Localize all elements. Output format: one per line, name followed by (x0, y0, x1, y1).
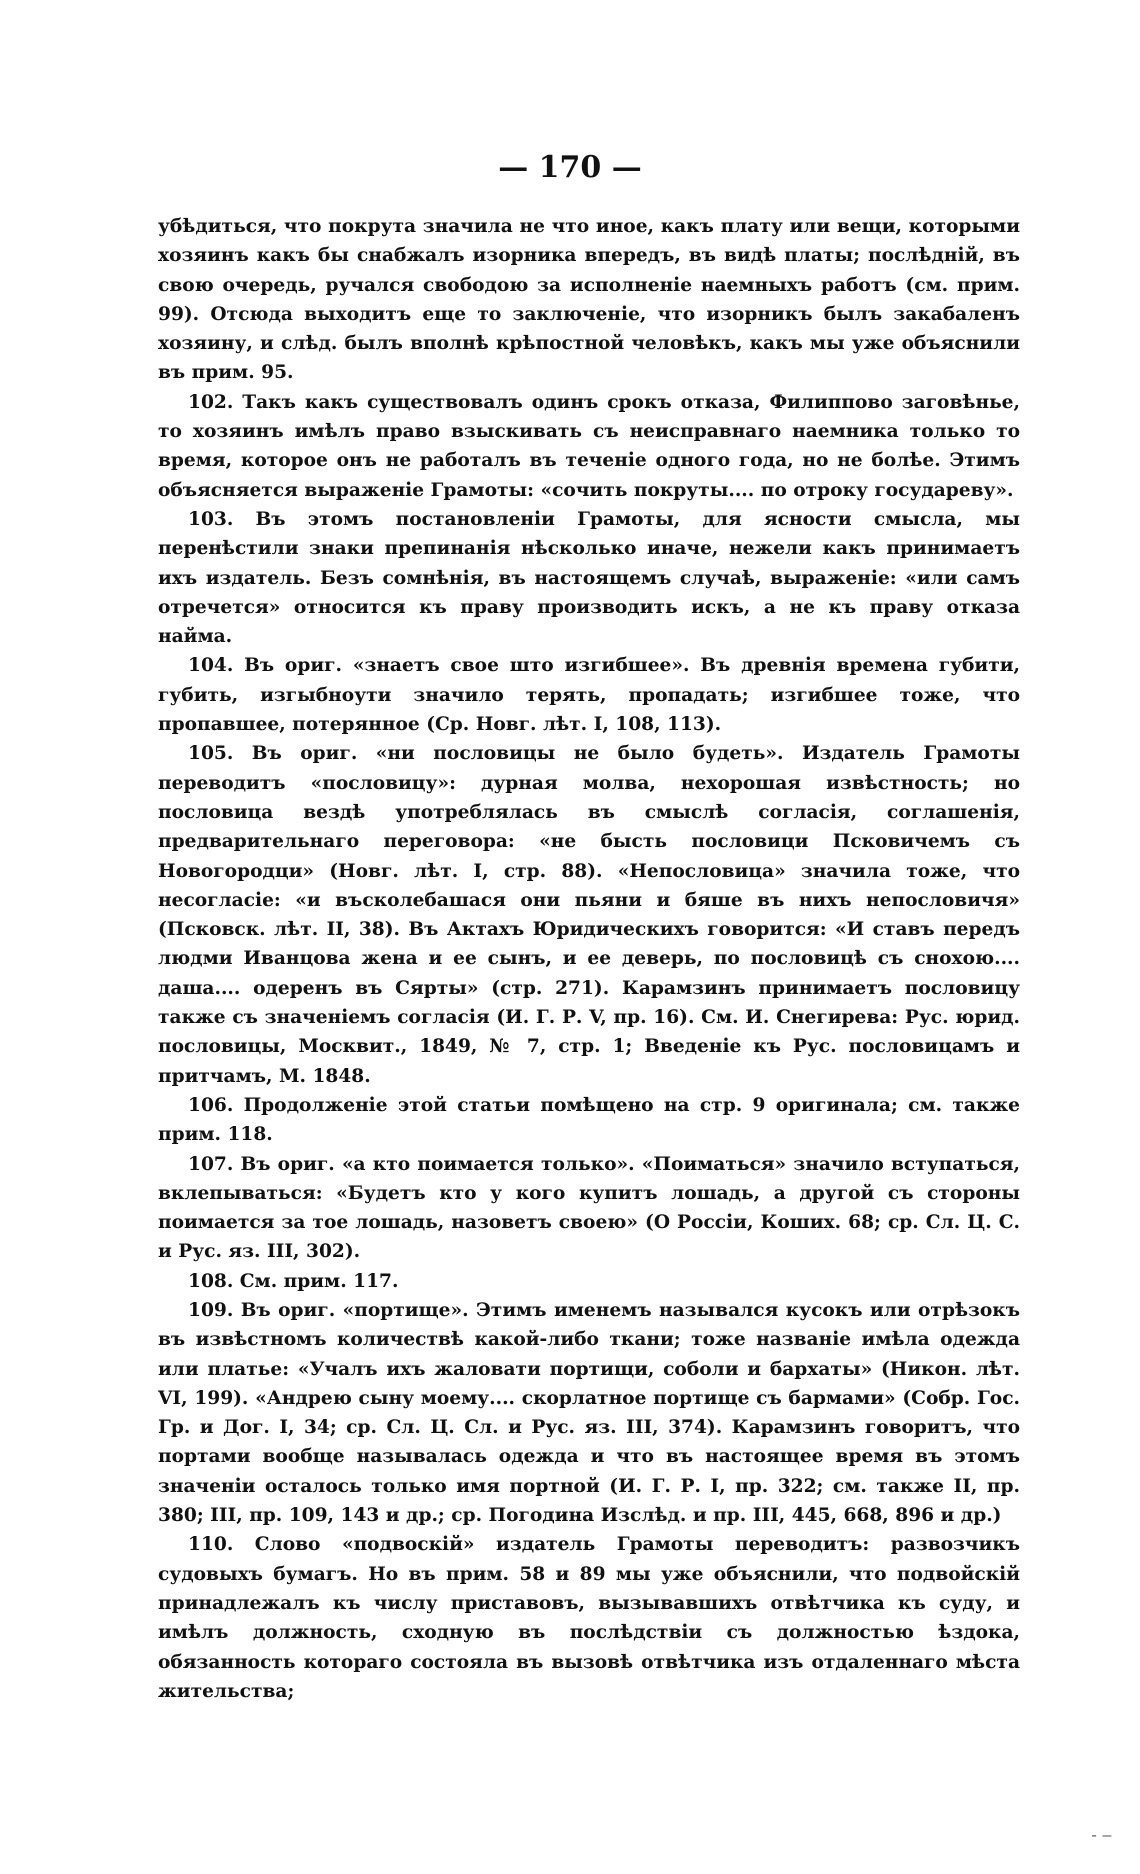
scan-corner-mark: - ‒ (1091, 1825, 1112, 1844)
page-number: — 170 — (498, 150, 642, 185)
paragraph-continuation: убѣдиться, что покрута значила не что иное, какъ плату или вещи, которыми хозяинъ какъ бы снабжалъ изорника впередъ, въ видѣ платы; послѣдній, въ свою очередь, ручался свободою за исполненіе наемныхъ работъ (см. прим. 99). Отсюда выходитъ еще то заключеніе, что изорникъ былъ закабаленъ хозяину, и слѣд. былъ вполнѣ крѣпостной человѣкъ, какъ мы уже объяснили въ прим. 95. (158, 216, 1020, 384)
note-108: 108. См. прим. 117. (188, 1270, 399, 1292)
note-110: 110. Слово «подвоскій» издатель Грамоты переводитъ: развозчикъ судовыхъ бумагъ. Но въ прим. 58 и 89 мы уже объяснили, что подвойскій принадлежалъ къ числу приставовъ, вызывавшихъ отвѣтчика къ суду, и имѣлъ должность, сходную въ послѣдствіи съ должностью ѣздока, обязанность котораго состояла въ вызовѣ отвѣтчика изъ отдаленнаго мѣста жительства; (158, 1534, 1020, 1702)
note-102: 102. Такъ какъ существовалъ одинъ срокъ отказа, Филиппово заговѣнье, то хозяинъ имѣлъ право взыскивать съ неисправнаго наемника только то время, которое онъ не работалъ въ теченіе одного года, но не болѣе. Этимъ объясняется выраженіе Грамоты: «сочить покруты.... по отроку государеву». (158, 391, 1020, 501)
note-107: 107. Въ ориг. «а кто поимается только». «Поиматься» значило вступаться, вклепываться: «Будетъ кто у кого купитъ лошадь, а другой съ стороны поимается за тое лошадь, назоветъ своею» (О Россіи, Коших. 68; ср. Сл. Ц. С. и Рус. яз. III, 302). (158, 1153, 1020, 1263)
note-106: 106. Продолженіе этой статьи помѣщено на стр. 9 оригинала; см. также прим. 118. (158, 1094, 1020, 1146)
note-105: 105. Въ ориг. «ни пословицы не было будеть». Издатель Грамоты переводитъ «пословицу»: дурная молва, нехорошая извѣстность; но пословица вездѣ употреблялась въ смыслѣ согласія, соглашенія, предварительнаго переговора: «не бысть пословици Псковичемъ съ Новогородци» (Новг. лѣт. I, стр. 88). «Непословица» значила тоже, что несогласіе: «и въсколебашася они пьяни и бяше въ нихъ непословичя» (Псковск. лѣт. II, 38). Въ Актахъ Юридическихъ говорится: «И ставъ передъ людми Иванцова жена и ее сынъ, и ее деверь, по пословицѣ съ снохою.... даша.... одеренъ въ Сярты» (стр. 271). Карамзинъ принимаетъ пословицу также съ значеніемъ согласія (И. Г. Р. V, пр. 16). См. И. Снегирева: Рус. юрид. пословицы, Москвит., 1849, № 7, стр. 1; Введеніе къ Рус. пословицамъ и притчамъ, М. 1848. (158, 743, 1020, 1087)
note-103: 103. Въ этомъ постановленіи Грамоты, для ясности смысла, мы перенѣстили знаки препинанія нѣсколько иначе, нежели какъ принимаетъ ихъ издатель. Безъ сомнѣнія, въ настоящемъ случаѣ, выраженіе: «или самъ отречется» относится къ праву производить искъ, а не къ праву отказа найма. (158, 508, 1020, 648)
page-text (158, 212, 1020, 1706)
note-104: 104. Въ ориг. «знаетъ свое што изгибшее». Въ древнія времена губити, губить, изгыбноути значило терять, пропадать; изгибшее тоже, что пропавшее, потерянное (Ср. Новг. лѣт. I, 108, 113). (158, 655, 1020, 736)
note-109: 109. Въ ориг. «портище». Этимъ именемъ назывался кусокъ или отрѣзокъ въ извѣстномъ количествѣ какой-либо ткани; тоже названіе имѣла одежда или платье: «Учалъ ихъ жаловати портищи, соболи и бархаты» (Никон. лѣт. VI, 199). «Андрею сыну моему.... скорлатное портище съ бармами» (Собр. Гос. Гр. и Дог. I, 34; ср. Сл. Ц. Сл. и Рус. яз. III, 374). Карамзинъ говоритъ, что портами вообще называлась одежда и что въ настоящее время въ этомъ значеніи осталось только имя портной (И. Г. Р. I, пр. 322; см. также II, пр. 380; III, пр. 109, 143 и др.; ср. Погодина Изслѣд. и пр. III, 445, 668, 896 и др.) (158, 1299, 1020, 1527)
